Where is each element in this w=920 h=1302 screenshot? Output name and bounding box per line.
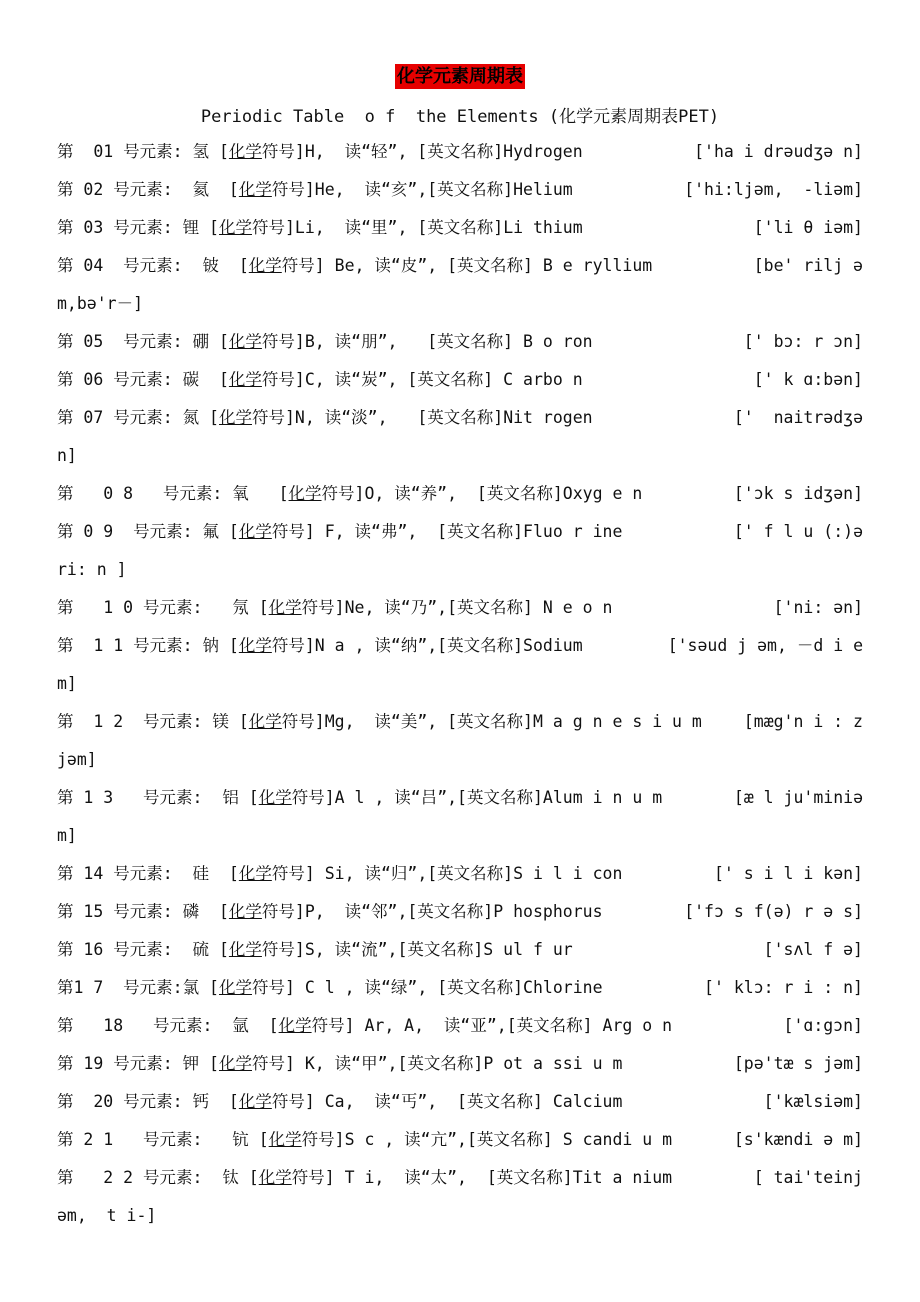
chem-symbol-label: 化学	[248, 712, 282, 731]
entry-text	[57, 1125, 672, 1155]
continuation-text: ri: n ]	[57, 560, 127, 579]
element-entry	[0, 935, 920, 973]
entry-text	[57, 593, 612, 623]
element-entry	[0, 137, 920, 175]
pronunciation: [æ l ju'miniə	[733, 788, 863, 807]
entry-text	[57, 517, 622, 547]
element-entry	[0, 631, 920, 669]
entry-text	[57, 1163, 672, 1193]
element-entry	[0, 175, 920, 213]
element-entry	[0, 213, 920, 251]
element-entry	[0, 1011, 920, 1049]
entry-prefix: 第 06 号元素: 碳 [	[57, 370, 229, 389]
continuation-text: m]	[57, 674, 77, 693]
entry-text	[57, 213, 583, 243]
entry-text	[57, 365, 583, 395]
entry-details: 符号] T i, 读“太”, [英文名称]Tit a nium	[291, 1168, 673, 1187]
element-entry	[0, 479, 920, 517]
chem-symbol-label: 化学	[218, 218, 252, 237]
pronunciation: [mæg'n i : z	[743, 712, 863, 731]
entry-prefix: 第 07 号元素: 氮 [	[57, 408, 219, 427]
element-entry	[0, 707, 920, 745]
entry-text	[57, 403, 593, 433]
element-entry	[0, 783, 920, 821]
entry-details: 符号]P, 读“邻”,[英文名称]P hosphorus	[261, 902, 603, 921]
entry-prefix: 第 2 2 号元素: 钛 [	[57, 1168, 259, 1187]
entry-prefix: 第 1 1 号元素: 钠 [	[57, 636, 239, 655]
entry-prefix: 第 0 9 号元素: 氟 [	[57, 522, 239, 541]
entry-prefix: 第 1 0 号元素: 氖 [	[57, 598, 269, 617]
pronunciation-continuation	[0, 669, 920, 707]
entry-text	[57, 897, 603, 927]
entry-text	[57, 859, 622, 889]
chem-symbol-label: 化学	[268, 598, 302, 617]
entry-text	[57, 1087, 622, 1117]
entry-text	[57, 935, 573, 965]
entry-prefix: 第 18 号元素: 氩 [	[57, 1016, 279, 1035]
chem-symbol-label: 化学	[258, 1168, 292, 1187]
continuation-text: n]	[57, 446, 77, 465]
chem-symbol-label: 化学	[228, 940, 262, 959]
entry-details: 符号] Ca, 读“丐”, [英文名称] Calcium	[271, 1092, 623, 1111]
entry-text	[57, 137, 583, 167]
entry-prefix: 第 2 1 号元素: 钪 [	[57, 1130, 269, 1149]
chem-symbol-label: 化学	[278, 1016, 312, 1035]
chem-symbol-label: 化学	[238, 522, 272, 541]
pronunciation: [' bɔ: r ɔn]	[743, 332, 863, 351]
entry-text	[57, 251, 652, 281]
document-subtitle: Periodic Table o f the Elements (化学元素周期表PET)	[200, 107, 720, 127]
chem-symbol-label: 化学	[228, 902, 262, 921]
pronunciation: ['ha i drəudʒə n]	[694, 142, 863, 161]
pronunciation: ['ɑ:gɔn]	[783, 1016, 863, 1035]
entry-details: 符号]S, 读“流”,[英文名称]S ul f ur	[261, 940, 573, 959]
entry-details: 符号] Si, 读“归”,[英文名称]S i l i con	[271, 864, 623, 883]
entry-prefix: 第 1 2 号元素: 镁 [	[57, 712, 249, 731]
chem-symbol-label: 化学	[228, 142, 262, 161]
pronunciation: [' k ɑ:bən]	[753, 370, 863, 389]
chem-symbol-label: 化学	[238, 180, 272, 199]
chem-symbol-label: 化学	[268, 1130, 302, 1149]
entry-details: 符号]Ne, 读“乃”,[英文名称] N e o n	[301, 598, 613, 617]
element-entry	[0, 365, 920, 403]
entry-prefix: 第 03 号元素: 锂 [	[57, 218, 219, 237]
entry-prefix: 第1 7 号元素:氯 [	[57, 978, 219, 997]
entry-details: 符号]B, 读“朋”, [英文名称] B o ron	[261, 332, 593, 351]
entry-prefix: 第 16 号元素: 硫 [	[57, 940, 229, 959]
pronunciation: ['fɔ s f(ə) r ə s]	[684, 902, 863, 921]
entry-text	[57, 1011, 672, 1041]
entry-details: 符号]Mg, 读“美”, [英文名称]M a g n e s i u m	[281, 712, 702, 731]
chem-symbol-label: 化学	[288, 484, 322, 503]
element-entry	[0, 973, 920, 1011]
entry-prefix: 第 14 号元素: 硅 [	[57, 864, 239, 883]
pronunciation-continuation	[0, 441, 920, 479]
chem-symbol-label: 化学	[218, 1054, 252, 1073]
document-title	[0, 62, 920, 88]
element-entry	[0, 859, 920, 897]
pronunciation: ['hi:ljəm, -liəm]	[684, 180, 863, 199]
chem-symbol-label: 化学	[258, 788, 292, 807]
pronunciation: [be' rilj ə	[753, 256, 863, 275]
pronunciation: [' klɔ: r i : n]	[704, 978, 863, 997]
pronunciation: [' f l u (:)ə	[733, 522, 863, 541]
chem-symbol-label: 化学	[238, 1092, 272, 1111]
element-entry	[0, 251, 920, 289]
pronunciation: [' s i l i kən]	[713, 864, 863, 883]
pronunciation-continuation	[0, 289, 920, 327]
entry-details: 符号]N, 读“淡”, [英文名称]Nit rogen	[251, 408, 593, 427]
continuation-text: m,bə'r－]	[57, 294, 144, 313]
entry-details: 符号]C, 读“炭”, [英文名称] C arbo n	[261, 370, 583, 389]
pronunciation: ['ɔk s idʒən]	[733, 484, 863, 503]
title-highlight: 化学元素周期表	[397, 66, 523, 87]
entry-text	[57, 327, 593, 357]
element-list	[0, 137, 920, 1239]
entry-details: 符号] Ar, A, 读“亚”,[英文名称] Arg o n	[311, 1016, 673, 1035]
entry-prefix: 第 20 号元素: 钙 [	[57, 1092, 239, 1111]
entry-details: 符号]H, 读“轻”, [英文名称]Hydrogen	[261, 142, 583, 161]
element-entry	[0, 593, 920, 631]
entry-prefix: 第 1 3 号元素: 铝 [	[57, 788, 259, 807]
chem-symbol-label: 化学	[218, 978, 252, 997]
entry-details: 符号]S c , 读“亢”,[英文名称] S candi u m	[301, 1130, 673, 1149]
entry-details: 符号] C l , 读“绿”, [英文名称]Chlorine	[251, 978, 603, 997]
chem-symbol-label: 化学	[218, 408, 252, 427]
element-entry	[0, 897, 920, 935]
entry-text	[57, 973, 603, 1003]
entry-text	[57, 175, 573, 205]
pronunciation: [' naitrədʒə	[733, 408, 863, 427]
pronunciation-continuation	[0, 821, 920, 859]
entry-details: 符号] Be, 读“皮”, [英文名称] B e ryllium	[281, 256, 653, 275]
entry-text	[57, 631, 583, 661]
entry-text	[57, 479, 642, 509]
element-entry	[0, 403, 920, 441]
pronunciation: [pə'tæ s jəm]	[733, 1054, 863, 1073]
continuation-text: əm, t i-]	[57, 1206, 157, 1225]
element-entry	[0, 327, 920, 365]
chem-symbol-label: 化学	[228, 370, 262, 389]
entry-prefix: 第 0 8 号元素: 氧 [	[57, 484, 289, 503]
pronunciation: ['li θ iəm]	[753, 218, 863, 237]
pronunciation-continuation	[0, 745, 920, 783]
pronunciation-continuation	[0, 555, 920, 593]
continuation-text: m]	[57, 826, 77, 845]
entry-prefix: 第 02 号元素: 氦 [	[57, 180, 239, 199]
chem-symbol-label: 化学	[228, 332, 262, 351]
pronunciation-continuation	[0, 1201, 920, 1239]
entry-details: 符号] F, 读“弗”, [英文名称]Fluo r ine	[271, 522, 623, 541]
entry-details: 符号] K, 读“甲”,[英文名称]P ot a ssi u m	[251, 1054, 623, 1073]
element-entry	[0, 1163, 920, 1201]
chem-symbol-label: 化学	[248, 256, 282, 275]
element-entry	[0, 1049, 920, 1087]
entry-prefix: 第 19 号元素: 钾 [	[57, 1054, 219, 1073]
chem-symbol-label: 化学	[238, 864, 272, 883]
element-entry	[0, 1125, 920, 1163]
entry-details: 符号]Li, 读“里”, [英文名称]Li thium	[251, 218, 583, 237]
entry-details: 符号]He, 读“亥”,[英文名称]Helium	[271, 180, 573, 199]
entry-prefix: 第 01 号元素: 氢 [	[57, 142, 229, 161]
pronunciation: ['səud j əm, －d i e	[667, 636, 863, 655]
entry-prefix: 第 15 号元素: 磷 [	[57, 902, 229, 921]
pronunciation: ['kælsiəm]	[763, 1092, 863, 1111]
entry-details: 符号]N a , 读“纳”,[英文名称]Sodium	[271, 636, 583, 655]
entry-details: 符号]O, 读“养”, [英文名称]Oxyg e n	[321, 484, 643, 503]
entry-details: 符号]A l , 读“吕”,[英文名称]Alum i n u m	[291, 788, 663, 807]
entry-prefix: 第 05 号元素: 硼 [	[57, 332, 229, 351]
element-entry	[0, 1087, 920, 1125]
element-entry	[0, 517, 920, 555]
entry-text	[57, 783, 662, 813]
pronunciation: [ tai'teinj	[753, 1168, 863, 1187]
pronunciation: ['ni: ən]	[773, 598, 863, 617]
entry-text	[57, 707, 702, 737]
entry-text	[57, 1049, 622, 1079]
continuation-text: jəm]	[57, 750, 97, 769]
chem-symbol-label: 化学	[238, 636, 272, 655]
pronunciation: ['sʌl f ə]	[763, 940, 863, 959]
entry-prefix: 第 04 号元素: 铍 [	[57, 256, 249, 275]
pronunciation: [s'kændi ə m]	[733, 1130, 863, 1149]
